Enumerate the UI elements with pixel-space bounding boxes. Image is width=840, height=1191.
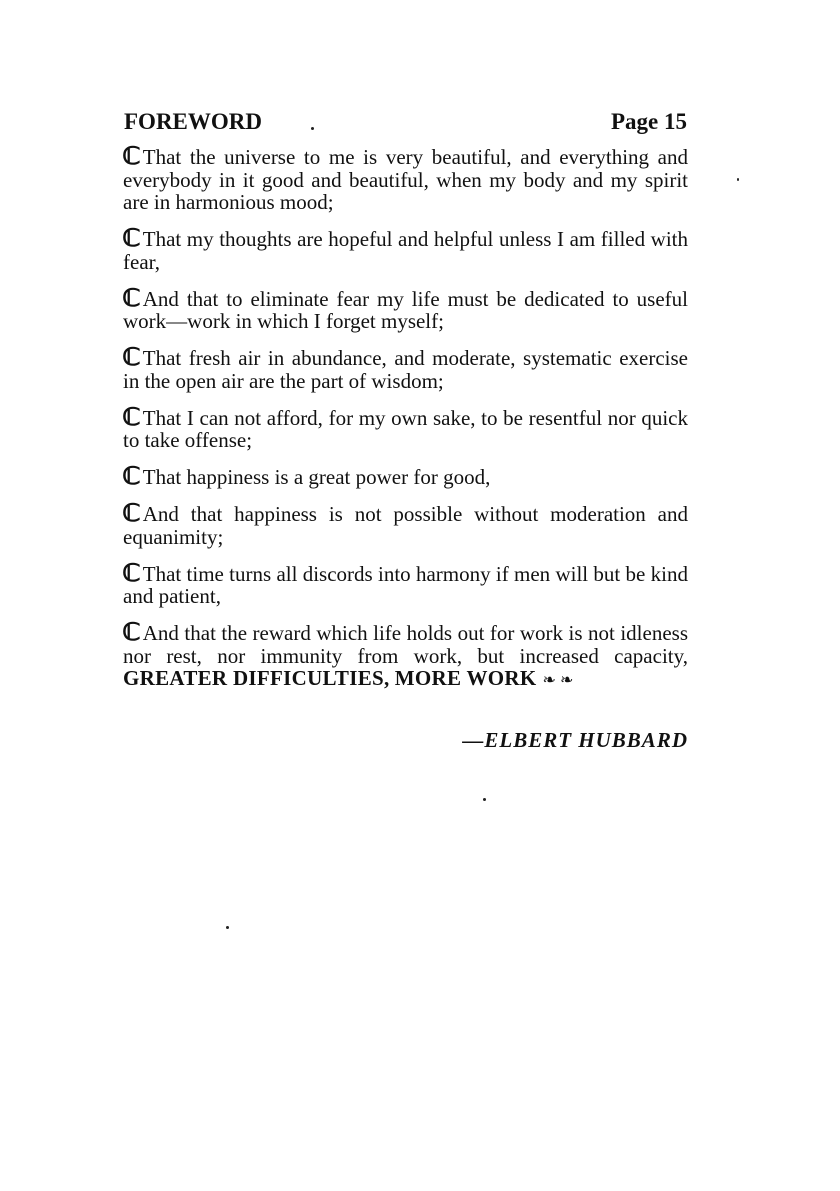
print-speck	[737, 178, 739, 181]
page-number: Page 15	[610, 109, 687, 134]
paragraph-mark-icon: ℂ	[122, 144, 141, 170]
paragraph-mark-icon: ℂ	[122, 404, 141, 431]
paragraph	[123, 503, 688, 548]
paragraph	[123, 228, 688, 273]
paragraph-mark-icon: ℂ	[122, 285, 141, 312]
paragraph-mark-icon: ℂ	[122, 464, 141, 490]
emphasis-caps: MORE WORK	[394, 666, 537, 690]
fleuron-icon: ❧ ❧	[542, 672, 574, 689]
print-speck	[226, 926, 229, 929]
paragraph-mark-icon: ℂ	[122, 501, 141, 527]
paragraph-text: And that to eliminate fear my life must be dedicated to useful work—work in which I forget myself;	[123, 286, 688, 333]
paragraph	[122, 404, 688, 452]
paragraph-mark-icon: ℂ	[122, 345, 141, 371]
paragraph-text: And that the reward which life holds out for work is not idleness nor rest, nor immunity from work, but increased capacity,	[123, 621, 688, 668]
emphasis-caps: GREATER DIFFICULTIES,	[123, 666, 390, 690]
paragraph-mark-icon: ℂ	[122, 560, 141, 587]
paragraph-text: That time turns all discords into harmony if men will but be kind and patient,	[123, 561, 688, 608]
paragraph-mark-icon: ℂ	[122, 620, 141, 646]
foreword-body	[123, 146, 688, 707]
section-title: FOREWORD	[124, 109, 262, 134]
paragraph	[122, 285, 688, 333]
print-speck	[483, 798, 486, 801]
print-speck	[311, 127, 314, 130]
paragraph-mark-icon: ℂ	[122, 226, 141, 252]
paragraph	[123, 146, 688, 214]
paragraph	[123, 347, 688, 392]
paragraph-text: That I can not afford, for my own sake, to be resentful nor quick to take offense;	[123, 405, 688, 452]
final-paragraph	[123, 622, 688, 693]
author-signature: —ELBERT HUBBARD	[462, 728, 688, 752]
running-header	[124, 109, 687, 139]
paragraph-text: That the universe to me is very beautiful, and everything and everybody in it good and beautiful, when my body and my spirit are in harmonious mood;	[123, 145, 688, 214]
paragraph	[123, 466, 688, 489]
paragraph-text: That my thoughts are hopeful and helpful unless I am filled with fear,	[123, 227, 688, 274]
paragraph	[122, 560, 688, 608]
paragraph-text: That happiness is a great power for good,	[142, 465, 491, 489]
paragraph-text: And that happiness is not possible without moderation and equanimity;	[123, 502, 688, 549]
paragraph-text: That fresh air in abundance, and moderate, systematic exercise in the open air are the part of wisdom;	[123, 346, 688, 393]
